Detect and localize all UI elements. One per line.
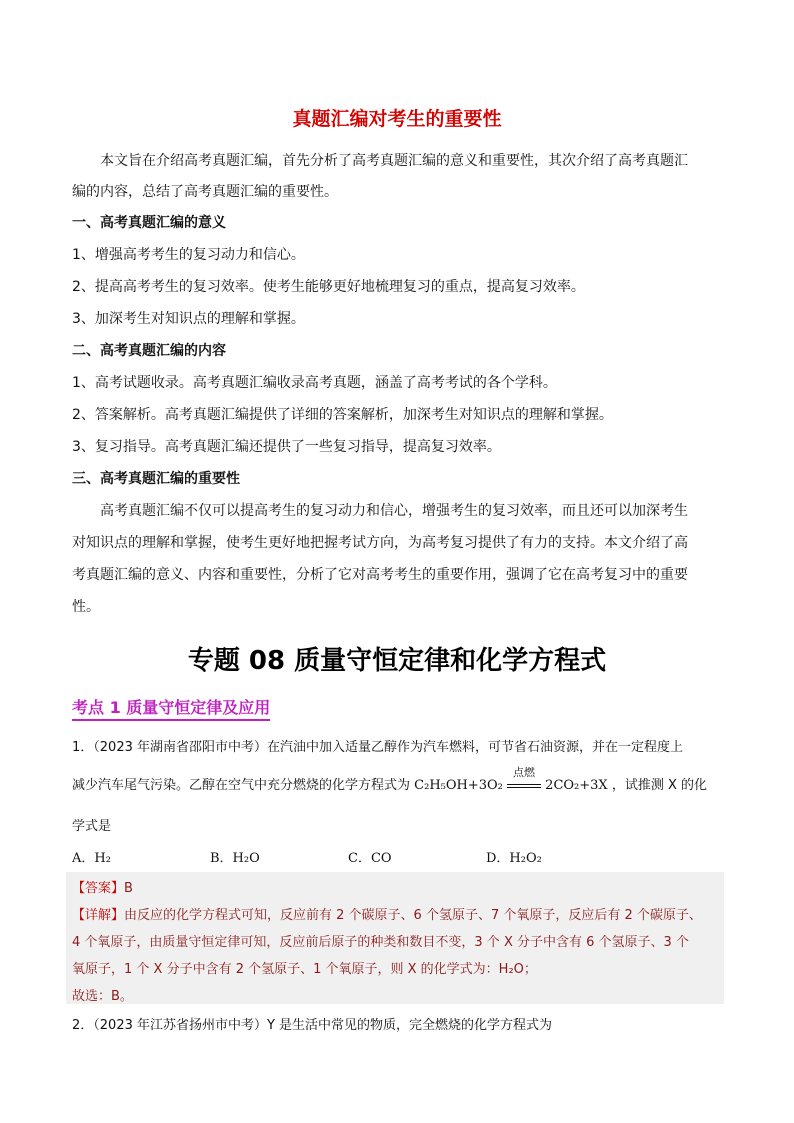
q1-line-1: 1．（2023 年湖南省邵阳市中考）在汽油中加入适量乙醇作为汽车燃料，可节省石油资源，并在一定程度上 [72, 740, 683, 755]
section2-heading: 二、高考真题汇编的内容 [72, 343, 226, 359]
reaction-arrow [507, 766, 541, 793]
q1-line-2-tail: ，试推测 X 的化 [611, 778, 707, 793]
option-c: C．CO [348, 851, 392, 866]
option-a: A．H₂ [72, 851, 111, 866]
q1-line-3: 学式是 [72, 819, 112, 834]
detail-line-2: 4 个氧原子，由质量守恒定律可知，反应前后原子的种类和数目不变，3 个 X 分子中含有 6 个氢原子、3 个 [72, 935, 689, 950]
intro-line-1: 本文旨在介绍高考真题汇编，首先分析了高考真题汇编的意义和重要性，其次介绍了高考真题汇 [100, 153, 688, 169]
section3-line-3: 考真题汇编的意义、内容和重要性，分析了它对高考考生的重要作用，强调了它在高考复习中的重要 [72, 567, 688, 583]
section3-line-1: 高考真题汇编不仅可以提高考生的复习动力和信心，增强考生的复习效率，而且还可以加深考生 [100, 503, 688, 519]
section3-line-2: 对知识点的理解和掌握，使考生更好地把握考试方向，为高考复习提供了有力的支持。本文介绍了高 [72, 535, 688, 551]
section3-heading: 三、高考真题汇编的重要性 [72, 471, 240, 487]
section1-item-2: 2、提高高考考生的复习效率。使考生能够更好地梳理复习的重点，提高复习效率。 [72, 279, 585, 295]
answer-value: B [124, 881, 133, 896]
q1-line-2-text: 减少汽车尾气污染。乙醇在空气中充分燃烧的化学方程式为 [72, 778, 411, 793]
section1-item-3: 3、加深考生对知识点的理解和掌握。 [72, 311, 305, 327]
detail-text-1: 由反应的化学方程式可知，反应前有 2 个碳原子、6 个氢原子、7 个氧原子，反应后有 2 个碳原子、 [124, 908, 702, 923]
detail-line-4: 故选：B。 [72, 989, 133, 1004]
detail-line-3: 氧原子，1 个 X 分子中含有 2 个氢原子、1 个氧原子，则 X 的化学式为：H₂O； [72, 962, 537, 977]
equation-left: C₂H₅OH+3O₂ [414, 778, 503, 793]
topic-title: 专题 08 质量守恒定律和化学方程式 [187, 646, 607, 676]
detail-label: 【详解】 [72, 908, 125, 923]
answer-label: 【答案】 [72, 881, 125, 896]
q1-line-2 [72, 766, 707, 793]
reaction-condition: 点燃 [513, 766, 536, 779]
answer-line [72, 877, 133, 896]
section2-item-1: 1、高考试题收录。高考真题汇编收录高考真题，涵盖了高考考试的各个学科。 [72, 375, 557, 391]
equals-sign [507, 784, 541, 788]
kaodian-heading: 考点 1 质量守恒定律及应用 [72, 695, 270, 721]
section1-item-1: 1、增强高考考生的复习动力和信心。 [72, 247, 305, 263]
section1-heading: 一、高考真题汇编的意义 [72, 215, 226, 231]
section3-line-4: 性。 [72, 599, 100, 615]
intro-line-2: 编的内容，总结了高考真题汇编的重要性。 [72, 184, 338, 200]
section2-item-2: 2、答案解析。高考真题汇编提供了详细的答案解析，加深考生对知识点的理解和掌握。 [72, 407, 613, 423]
equation-right: 2CO₂+3X [545, 778, 608, 793]
option-b: B．H₂O [210, 851, 260, 866]
detail-line-1 [72, 904, 702, 923]
option-d: D．H₂O₂ [486, 851, 542, 866]
q2-line-1: 2．（2023 年江苏省扬州市中考）Y 是生活中常见的物质，完全燃烧的化学方程式为 [72, 1018, 553, 1033]
section2-item-3: 3、复习指导。高考真题汇编还提供了一些复习指导，提高复习效率。 [72, 439, 501, 455]
main-title: 真题汇编对考生的重要性 [292, 108, 502, 130]
